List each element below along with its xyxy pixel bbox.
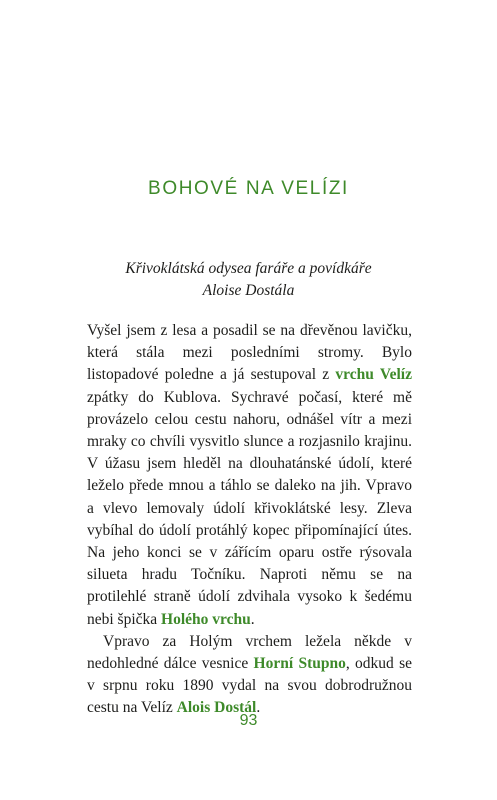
body-text bbox=[87, 320, 412, 720]
subtitle-line-1: Křivoklátská odysea faráře a povídkáře bbox=[125, 260, 372, 277]
paragraph-2-text-a: Vpravo za Holým vrchem ležela někde v nedohledné dálce vesnice bbox=[87, 632, 412, 673]
place-name-highlight: vrchu Velíz bbox=[335, 366, 412, 384]
subtitle-line-2: Aloise Dostála bbox=[202, 282, 295, 299]
page-number: 93 bbox=[239, 712, 258, 729]
paragraph-1-text-b: zpátky do Kublova. Sychravé počasí, které mě provázelo celou cestu nahoru, odnášel vítr a mezi mraky co chvíli vysvitlo slunce a rozjasnilo krajinu. V úžasu jsem hleděl na dlouhatánské údolí, které leželo přede mnou a táhlo se daleko na jih. Vpravo a vlevo lemovaly údolí křivoklátské lesy. Zleva vybíhal do údolí protáhlý kopec připomínající útes. Na jeho konci se v zářícím oparu ostře rýsovala silueta hradu Točníku. Naproti němu se na protilehlé straně údolí zdvihala vysoko k šedému nebi špička bbox=[87, 388, 412, 628]
paragraph-2 bbox=[87, 631, 412, 720]
place-name-highlight: Holého vrchu bbox=[161, 610, 251, 628]
paragraph-2-text-b: , odkud se v srpnu roku 1890 vydal na svou dobrodružnou cestu na Velíz bbox=[87, 655, 412, 717]
paragraph-1 bbox=[87, 320, 412, 631]
chapter-title: BOHOVÉ NA VELÍZI bbox=[148, 178, 349, 199]
person-name-highlight: Alois Dostál bbox=[176, 699, 257, 717]
paragraph-1-text-a: Vyšel jsem z lesa a posadil se na dřevěnou lavičku, která stála mezi posledními stromy. Bylo listopadové poledne a já sestupoval z bbox=[87, 322, 412, 384]
place-name-highlight: Horní Stupno bbox=[253, 655, 346, 673]
paragraph-2-text-c: . bbox=[256, 699, 261, 717]
chapter-subtitle bbox=[60, 258, 437, 302]
paragraph-1-text-c: . bbox=[250, 610, 255, 628]
